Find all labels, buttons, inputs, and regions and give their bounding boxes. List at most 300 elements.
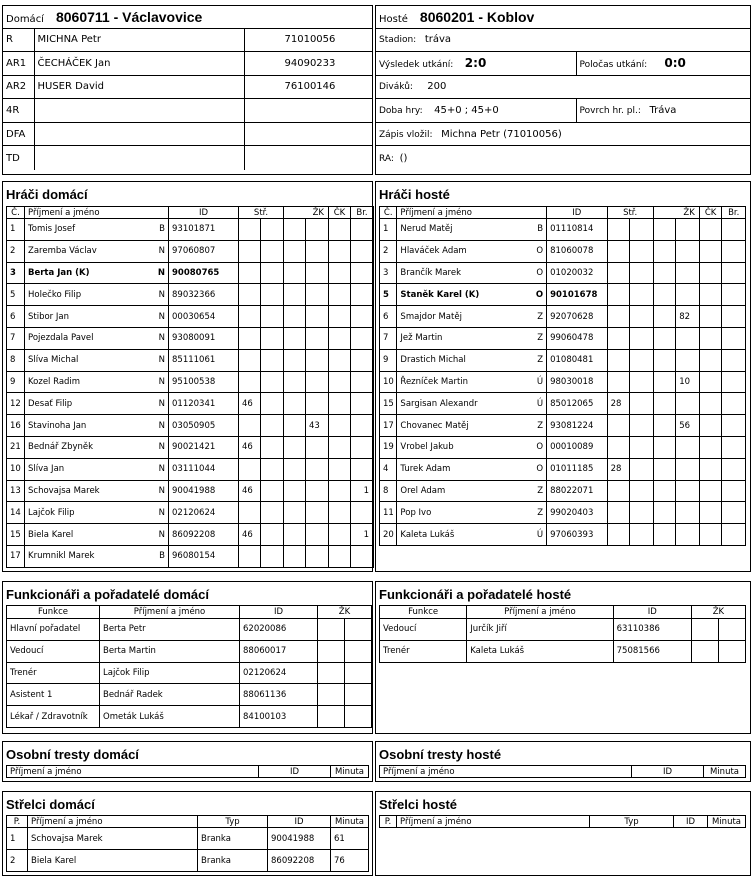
player-br [351,240,374,262]
player-position: Z [537,311,544,322]
player-goals [607,349,630,371]
player-yellow-card [676,480,700,502]
home-team-name: 8060711 - Václavovice [55,8,203,25]
player-yellow-card [676,436,700,458]
player-yellow-card [306,436,329,458]
player-id: 92070628 [547,306,607,328]
player-position: N [158,376,165,387]
player-row [380,327,746,349]
player-position: N [158,333,165,344]
player-number: 6 [7,306,25,328]
player-id: 03111044 [169,458,239,480]
player-row [380,524,746,546]
player-number: 1 [380,219,397,241]
recorder-value: Michna Petr (71010056) [441,128,562,140]
player-name: Pojezdala Pavel [28,333,94,344]
player-number: 13 [7,480,25,502]
official-role: R [3,28,34,52]
player-name: Sargisan Alexandr [400,398,478,409]
empty-cell [284,545,306,567]
player-number: 3 [380,262,397,284]
col-goals-header: Stř. [607,207,653,219]
player-row [7,545,374,567]
official-row [3,146,372,170]
player-goals: 46 [239,436,261,458]
player-name-cell [25,502,169,524]
empty-cell [261,284,284,306]
away-players-title: Hráči hosté [379,187,450,202]
player-yellow-card [676,240,700,262]
duration-cell [376,99,576,123]
player-position: N [158,507,165,518]
player-br [722,240,746,262]
empty-cell [653,502,676,524]
player-name-cell [397,393,547,415]
home-scorers-title: Střelci domácí [6,797,95,812]
col-name-header: Příjmení a jméno [28,816,198,828]
empty-cell [261,415,284,437]
functionary-row [7,684,372,706]
player-name-cell [25,415,169,437]
empty-cell [653,436,676,458]
scorer-row [7,828,369,850]
table-header-row [7,606,372,619]
empty-cell [653,240,676,262]
player-goals [239,262,261,284]
player-id: 90021421 [169,436,239,458]
player-name-cell [25,371,169,393]
col-minute-header: Minuta [331,766,369,778]
stadium-row [376,28,750,52]
player-row [380,219,746,241]
match-info-panel [375,5,751,175]
surface-value: Tráva [649,105,677,117]
player-name-cell [25,349,169,371]
player-red-card [329,524,351,546]
player-br: 1 [351,480,374,502]
player-name: Krumnikl Marek [28,551,95,562]
duration-label: Doba hry: [379,106,423,117]
player-position: N [158,355,165,366]
player-name-cell [397,240,547,262]
player-red-card [699,371,722,393]
functionary-id: 84100103 [240,706,318,728]
table-header-row [7,816,369,828]
functionary-role: Vedoucí [7,640,100,662]
player-id: 02120624 [169,502,239,524]
player-row [7,371,374,393]
player-id: 97060807 [169,240,239,262]
player-name: Nerud Matěj [400,224,453,235]
empty-cell [345,619,372,641]
empty-cell [718,619,745,641]
player-name: Slíva Michal [28,355,79,366]
player-number: 3 [7,262,25,284]
player-id: 86092208 [169,524,239,546]
player-id: 99020403 [547,502,607,524]
col-name-header: Příjmení a jméno [397,816,590,828]
player-yellow-card [306,240,329,262]
player-goals [607,480,630,502]
table-header-row [7,766,369,778]
home-label: Domácí [6,13,44,25]
col-no-header: Č. [380,207,397,219]
player-yellow-card [676,393,700,415]
official-row [3,52,372,76]
player-name: Tomis Josef [28,224,76,235]
empty-cell [653,393,676,415]
player-name-cell [397,219,547,241]
empty-cell [261,327,284,349]
player-br [722,349,746,371]
home-players-title: Hráči domácí [6,187,88,202]
away-functionaries-body [380,619,746,663]
player-number: 17 [380,415,397,437]
player-name-cell [25,262,169,284]
player-number: 11 [380,502,397,524]
empty-cell [691,619,718,641]
player-name: Jež Martin [400,333,443,344]
empty-cell [630,458,654,480]
player-name-cell [397,306,547,328]
player-number: 2 [7,240,25,262]
empty-cell [284,262,306,284]
player-yellow-card [306,371,329,393]
away-penalties-panel [375,741,751,782]
player-br [351,502,374,524]
functionary-row [380,640,746,662]
empty-cell [261,219,284,241]
col-red-header: ČK [329,207,351,219]
player-id: 85012065 [547,393,607,415]
empty-cell [284,219,306,241]
empty-cell [261,240,284,262]
player-red-card [699,502,722,524]
player-row [7,480,374,502]
player-id: 93101871 [169,219,239,241]
scorer-minute: 61 [331,828,369,850]
player-name: Vrobel Jakub [400,442,454,453]
player-name: Biela Karel [28,529,74,540]
player-name: Kozel Radim [28,376,81,387]
player-br [351,284,374,306]
player-id: 93080091 [169,327,239,349]
empty-cell [345,706,372,728]
player-number: 5 [380,284,397,306]
home-team-header [3,6,372,28]
player-name: Brančík Marek [400,267,462,278]
player-number: 8 [7,349,25,371]
player-position: Ú [536,398,544,409]
player-name-cell [397,349,547,371]
empty-cell [630,393,654,415]
col-id-header: ID [547,207,607,219]
player-position: Ú [536,376,544,387]
empty-cell [345,640,372,662]
player-red-card [329,219,351,241]
player-row [7,502,374,524]
player-br [722,436,746,458]
player-yellow-card [306,458,329,480]
col-id-header: ID [674,816,708,828]
duration-value: 45+0 ; 45+0 [434,105,499,117]
official-name [34,99,244,123]
official-id: 94090233 [244,52,372,76]
player-id: 85111061 [169,349,239,371]
scorer-number: 2 [7,850,28,872]
player-red-card [329,371,351,393]
player-br [722,458,746,480]
player-br [722,524,746,546]
player-br [351,371,374,393]
functionary-role: Trenér [7,662,100,684]
player-red-card [699,393,722,415]
empty-cell [284,349,306,371]
player-red-card [329,415,351,437]
player-br [722,393,746,415]
table-header-row [380,816,746,828]
player-id: 95100538 [169,371,239,393]
player-red-card [329,306,351,328]
player-row [380,349,746,371]
functionary-role: Vedoucí [380,619,467,641]
home-functionaries-table [6,605,372,728]
scorer-type: Branka [198,828,268,850]
player-row [7,219,374,241]
player-position: Z [537,485,544,496]
player-yellow-card [676,262,700,284]
player-position: O [535,289,544,300]
col-id-header: ID [613,606,691,619]
spectators-row [376,75,750,99]
official-id: 71010056 [244,28,372,52]
official-role: AR2 [3,75,34,99]
player-position: N [158,246,165,257]
player-position: O [536,464,544,475]
home-penalties-table [6,765,369,778]
player-position: N [158,420,165,431]
col-no-header: Č. [7,207,25,219]
empty-cell [653,524,676,546]
player-yellow-card [306,262,329,284]
player-number: 8 [380,480,397,502]
player-goals [607,436,630,458]
player-name: Desať Filip [28,398,73,409]
player-yellow-card [306,306,329,328]
player-id: 01020032 [547,262,607,284]
empty-cell [284,436,306,458]
empty-cell [261,524,284,546]
player-number: 19 [380,436,397,458]
player-yellow-card [306,327,329,349]
player-id: 81060078 [547,240,607,262]
player-row [7,306,374,328]
player-br [722,219,746,241]
home-players-body [7,219,374,568]
functionary-name: Kaleta Lukáš [467,640,613,662]
spectators-value: 200 [427,81,447,93]
empty-cell [630,284,654,306]
player-yellow-card [306,545,329,567]
functionary-id: 88061136 [240,684,318,706]
away-players-body [380,219,746,546]
player-name-cell [25,393,169,415]
empty-cell [318,662,345,684]
col-minute-header: Minuta [704,766,746,778]
player-red-card [329,502,351,524]
player-position: Ú [536,529,544,540]
officials-table [3,6,372,170]
empty-cell [653,480,676,502]
empty-cell [284,524,306,546]
player-position: O [536,246,544,257]
player-id: 01110814 [547,219,607,241]
empty-cell [653,306,676,328]
player-position: B [159,224,165,235]
player-name: Schovajsa Marek [28,485,100,496]
player-red-card [699,436,722,458]
away-team-name: 8060201 - Koblov [419,8,535,25]
official-id: 76100146 [244,75,372,99]
empty-cell [261,480,284,502]
col-name-header: Příjmení a jméno [467,606,613,619]
player-number: 16 [7,415,25,437]
official-role: DFA [3,122,34,146]
player-number: 4 [380,458,397,480]
player-number: 7 [380,327,397,349]
col-goals-header: Stř. [239,207,284,219]
empty-cell [284,306,306,328]
empty-cell [261,349,284,371]
empty-cell [284,327,306,349]
player-name: Stibor Jan [28,311,69,322]
player-row [380,262,746,284]
player-yellow-card [676,502,700,524]
official-row [3,122,372,146]
player-goals [239,502,261,524]
player-row [7,458,374,480]
result-cell [376,52,576,76]
player-id: 01011185 [547,458,607,480]
player-row [380,393,746,415]
player-name-cell [397,262,547,284]
player-name: Holečko Filip [28,289,82,300]
scorer-id: 90041988 [268,828,331,850]
player-goals [239,349,261,371]
player-name-cell [25,306,169,328]
home-scorers-table [6,815,369,872]
col-id-header: ID [268,816,331,828]
col-role-header: Funkce [380,606,467,619]
empty-cell [261,262,284,284]
official-id [244,146,372,170]
functionary-role: Lékař / Zdravotník [7,706,100,728]
player-position: B [537,224,544,235]
player-name-cell [397,436,547,458]
player-number: 5 [7,284,25,306]
player-goals [239,415,261,437]
player-br [351,458,374,480]
functionary-row [7,640,372,662]
player-red-card [699,458,722,480]
player-row [380,436,746,458]
player-number: 20 [380,524,397,546]
player-id: 90080765 [169,262,239,284]
player-goals [239,240,261,262]
col-minute-header: Minuta [708,816,746,828]
col-yellow-header: ŽK [318,606,372,619]
player-position: N [158,398,165,409]
empty-cell [318,684,345,706]
player-goals [607,284,630,306]
col-id-header: ID [632,766,704,778]
player-row [7,393,374,415]
home-penalties-panel [2,741,373,782]
player-red-card [329,349,351,371]
player-goals: 46 [239,393,261,415]
col-role-header: Funkce [7,606,100,619]
player-yellow-card [306,284,329,306]
col-type-header: Typ [590,816,674,828]
player-id: 01120341 [169,393,239,415]
player-br: 1 [351,524,374,546]
player-br [351,545,374,567]
player-goals: 46 [239,524,261,546]
empty-cell [284,458,306,480]
player-row [7,284,374,306]
stadium-label: Stadion: [379,35,417,46]
player-name-cell [397,284,547,306]
ra-row [376,146,750,170]
player-position: Z [537,355,544,366]
player-row [380,458,746,480]
surface-cell [576,99,750,123]
official-name: ČECHÁČEK Jan [34,52,244,76]
empty-cell [318,640,345,662]
ra-value: () [399,152,408,164]
empty-cell [630,415,654,437]
player-name-cell [397,327,547,349]
player-red-card [699,219,722,241]
empty-cell [630,371,654,393]
player-position: N [158,464,165,475]
empty-cell [653,284,676,306]
player-red-card [699,524,722,546]
player-name-cell [397,415,547,437]
home-officials-panel [2,5,373,175]
empty-cell [630,306,654,328]
halftime-label: Poločas utkání: [579,60,648,71]
player-name-cell [397,524,547,546]
player-name-cell [25,436,169,458]
player-id: 01080481 [547,349,607,371]
player-br [351,327,374,349]
player-number: 1 [7,219,25,241]
table-header-row [380,207,746,219]
player-goals [607,262,630,284]
scorer-row [7,850,369,872]
player-position: Z [537,507,544,518]
player-goals [607,306,630,328]
away-players-panel [375,181,751,572]
col-name-header: Příjmení a jméno [397,207,547,219]
player-row [380,240,746,262]
player-id: 99060478 [547,327,607,349]
away-functionaries-panel [375,581,751,734]
table-header-row [7,207,374,219]
player-number: 9 [7,371,25,393]
empty-cell [630,219,654,241]
